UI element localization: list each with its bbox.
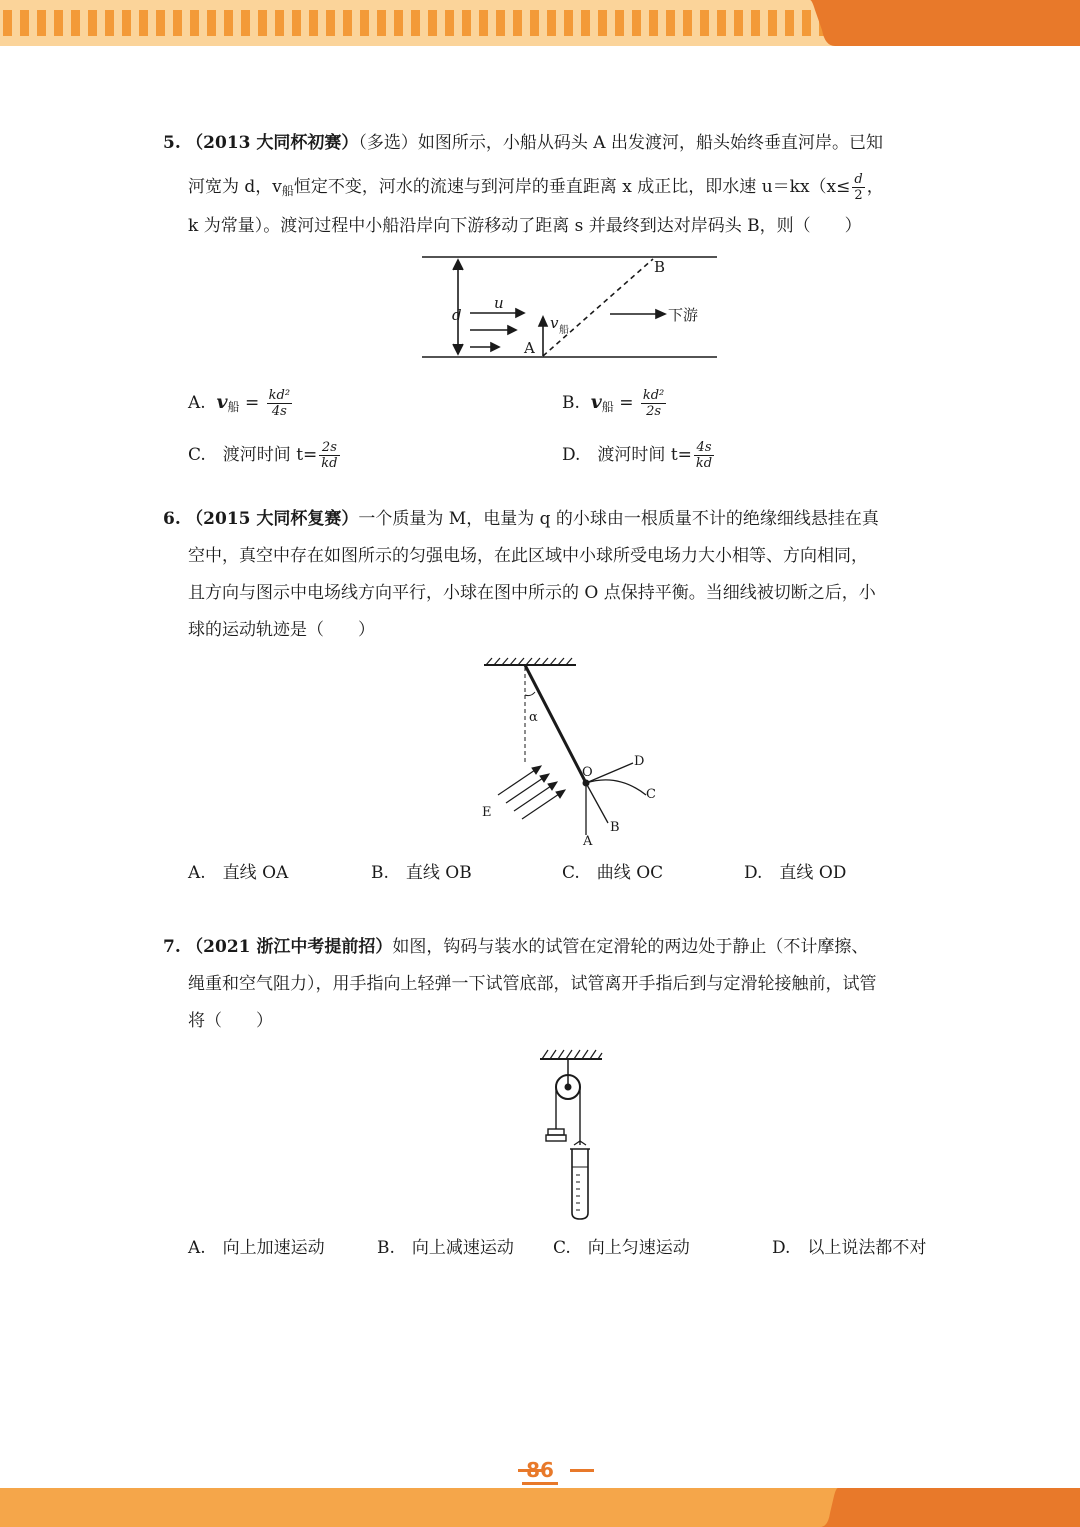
q5-text2b: 恒定不变，河水的流速与到河岸的垂直距离 x 成正比，即水速 u＝kx（x≤: [293, 177, 851, 197]
q5-frac-c: $\frac{2s}{kd}$: [321, 440, 338, 471]
q5-line3: k 为常量）。渡河过程中小船沿岸向下游移动了距离 s 并最终到达对岸码头 B，则（ ）: [188, 216, 862, 236]
q7-line1: 7. （2021 浙江中考提前招）如图，钩码与装水的试管在定滑轮的两边处于静止（不计摩擦、: [163, 937, 869, 957]
q5-text2-sub: 船: [281, 184, 294, 198]
q6-option-d[interactable]: D. 直线 OD: [744, 863, 847, 883]
q6-pendulum-figure: [478, 655, 668, 850]
top-banner: [0, 0, 1080, 46]
q5-fig-v: v: [550, 314, 559, 332]
q5-line2: [188, 172, 884, 203]
q6-option-c[interactable]: C. 曲线 OC: [562, 863, 664, 883]
q5-text2a: 河宽为 d，v: [188, 177, 282, 197]
q7-source: （2021 浙江中考提前招）: [186, 937, 393, 957]
q7-line3: 将（ ）: [188, 1011, 273, 1031]
q5-option-a[interactable]: A. $v_船$ = $\frac{\text{kd²}}{4s}$: [188, 388, 291, 419]
q6-fig-C: C: [646, 787, 656, 802]
q6-ball: [583, 780, 590, 787]
q5-frac-d2: $\frac{d}{2}$: [854, 172, 863, 203]
q7-line2: 绳重和空气阻力），用手指向上轻弹一下试管底部，试管离开手指后到与定滑轮接触前，试管: [188, 974, 877, 994]
q5-river-figure: [420, 250, 720, 362]
q6-fig-alpha: α: [529, 710, 538, 725]
q7-option-d[interactable]: D. 以上说法都不对: [772, 1238, 927, 1258]
q5-fig-down: 下游: [668, 306, 699, 324]
q6-fig-B: B: [610, 820, 620, 835]
q6-line3: 且方向与图示中电场线方向平行，小球在图中所示的 O 点保持平衡。当细线被切断之后，小: [188, 583, 876, 603]
q7-option-c[interactable]: C. 向上匀速运动: [553, 1238, 690, 1258]
q6-line2: 空中，真空中存在如图所示的匀强电场，在此区域中小球所受电场力大小相等、方向相同，: [188, 546, 868, 566]
q7-number: 7.: [163, 937, 181, 957]
q7-pulley-figure: [536, 1045, 606, 1225]
q6-source: （2015 大同杯复赛）: [186, 509, 359, 529]
q5-fig-vsub: 船: [559, 325, 569, 336]
q6-line1: 6. （2015 大同杯复赛）一个质量为 M，电量为 q 的小球由一根质量不计的绝缘细线悬挂在真: [163, 509, 879, 529]
q6-fig-O: O: [582, 765, 593, 780]
q6-option-b[interactable]: B. 直线 OB: [371, 863, 472, 883]
q6-number: 6.: [163, 509, 181, 529]
q5-frac-a: $\frac{\text{kd²}}{4s}$: [268, 388, 291, 419]
q5-fig-u: u: [494, 294, 504, 312]
q5-text1: （多选）如图所示，小船从码头 A 出发渡河，船头始终垂直河岸。已知: [358, 133, 883, 153]
q5-frac-d: $\frac{4s}{kd}$: [695, 440, 713, 471]
q5-fig-B: B: [654, 258, 666, 276]
q6-fig-A: A: [583, 834, 593, 849]
q6-fig-E: E: [482, 805, 492, 820]
q7-option-b[interactable]: B. 向上减速运动: [377, 1238, 514, 1258]
q5-frac-b: $\frac{\text{kd²}}{2s}$: [642, 388, 665, 419]
bottom-banner: [0, 1488, 1080, 1527]
q6-option-a[interactable]: A. 直线 OA: [188, 863, 289, 883]
q6-fig-D: D: [634, 754, 645, 769]
q5-fig-d: d: [452, 306, 462, 324]
q6-line4: 球的运动轨迹是（ ）: [188, 620, 375, 640]
q5-option-d[interactable]: D. 渡河时间 t= $\frac{4s}{kd}$: [562, 440, 713, 471]
q5-option-c[interactable]: C. 渡河时间 t= $\frac{2s}{kd}$: [188, 440, 338, 471]
q5-source: （2013 大同杯初赛）: [186, 133, 359, 153]
q5-option-b[interactable]: B. $v_船$ = $\frac{\text{kd²}}{2s}$: [562, 388, 665, 419]
page-number: 86: [0, 1458, 1080, 1482]
q5-number: 5.: [163, 133, 181, 153]
q5-text2c: ，: [866, 177, 884, 197]
q5-line1: [163, 132, 883, 154]
q5-fig-A: A: [524, 339, 535, 357]
q7-option-a[interactable]: A. 向上加速运动: [188, 1238, 325, 1258]
